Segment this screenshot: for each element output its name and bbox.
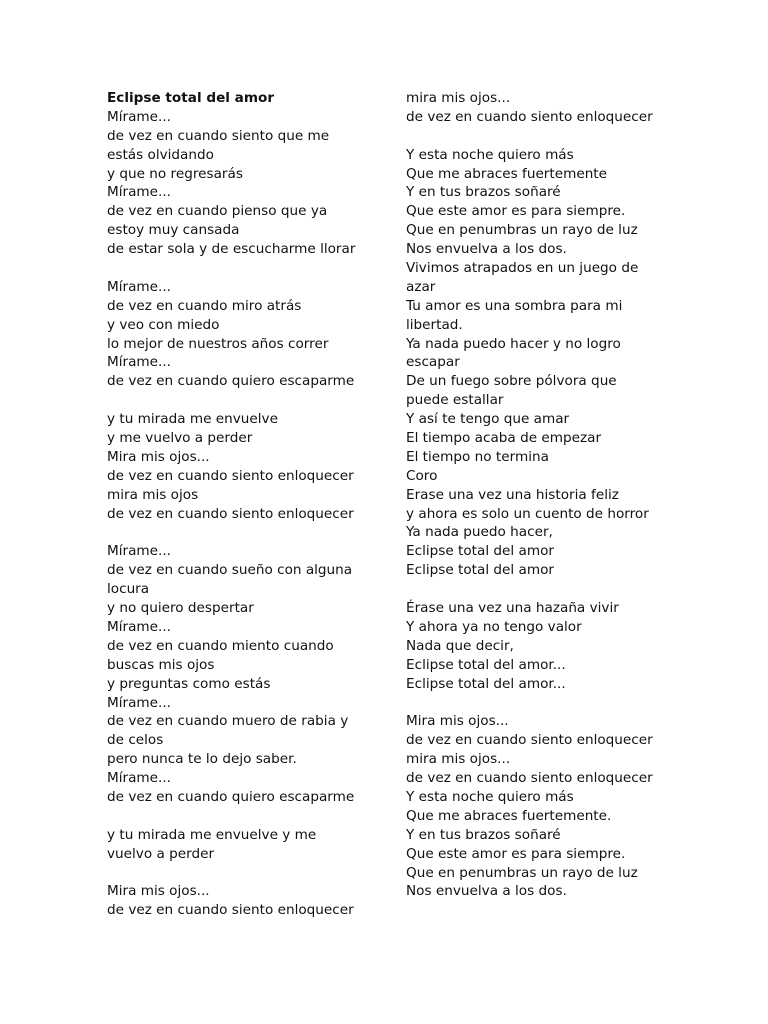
- stanza-break: [406, 580, 736, 599]
- lyric-line: de vez en cuando siento enloquecer: [107, 505, 354, 522]
- lyrics-right-column: [406, 89, 736, 901]
- lyric-line: y me vuelvo a perder: [107, 430, 253, 447]
- lyric-line: Que en penumbras un rayo de luz: [406, 222, 638, 239]
- lyric-line: libertad.: [406, 316, 463, 333]
- lyric-line: Que me abraces fuertemente.: [406, 807, 612, 824]
- lyric-line: de vez en cuando quiero escaparme: [107, 373, 355, 390]
- lyric-line: de celos: [107, 732, 164, 749]
- lyric-line: Mírame...: [107, 184, 171, 201]
- lyric-line: Érase una vez una hazaña vivir: [406, 600, 619, 617]
- lyric-line: El tiempo no termina: [406, 448, 549, 465]
- lyric-line: Que me abraces fuertemente: [406, 165, 608, 182]
- lyric-line: Y así te tengo que amar: [406, 411, 570, 428]
- lyric-line: de vez en cuando siento enloquecer: [107, 467, 354, 484]
- lyric-line: Erase una vez una historia feliz: [406, 486, 619, 503]
- lyric-line: mira mis ojos: [107, 486, 199, 503]
- lyric-line: Vivimos atrapados en un juego de: [406, 260, 639, 277]
- lyric-line: buscas mis ojos: [107, 656, 215, 673]
- lyric-line: Que este amor es para siempre.: [406, 845, 626, 862]
- lyric-line: Mira mis ojos...: [406, 713, 509, 730]
- lyric-line: Mírame...: [107, 770, 171, 787]
- lyric-line: de vez en cuando sueño con alguna: [107, 562, 353, 579]
- lyric-line: de vez en cuando quiero escaparme: [107, 788, 355, 805]
- lyric-line: Y en tus brazos soñaré: [406, 826, 561, 843]
- lyric-line: escapar: [406, 354, 460, 371]
- lyric-line: vuelvo a perder: [107, 845, 215, 862]
- lyric-line: El tiempo acaba de empezar: [406, 430, 602, 447]
- stanza-break: [107, 864, 392, 883]
- lyric-line: de vez en cuando pienso que ya: [107, 203, 328, 220]
- lyric-line: De un fuego sobre pólvora que: [406, 373, 617, 390]
- lyric-line: Y esta noche quiero más: [406, 146, 574, 163]
- lyric-line: Y esta noche quiero más: [406, 788, 574, 805]
- lyric-line: de vez en cuando siento enloquecer: [107, 902, 354, 919]
- lyric-line: Nos envuelva a los dos.: [406, 883, 567, 900]
- lyric-line: de vez en cuando miro atrás: [107, 297, 302, 314]
- lyric-line: Mírame...: [107, 694, 171, 711]
- lyric-line: Que este amor es para siempre.: [406, 203, 626, 220]
- stanza-break: [107, 259, 392, 278]
- lyric-line: Mírame...: [107, 108, 171, 125]
- lyric-line: locura: [107, 581, 150, 598]
- lyric-line: Ya nada puedo hacer,: [406, 524, 553, 541]
- lyric-line: pero nunca te lo dejo saber.: [107, 751, 297, 768]
- lyric-line: de vez en cuando siento que me: [107, 127, 330, 144]
- lyric-line: y que no regresarás: [107, 165, 243, 182]
- lyric-line: Mírame...: [107, 543, 171, 560]
- lyric-line: Y ahora ya no tengo valor: [406, 618, 582, 635]
- stanza-break: [107, 391, 392, 410]
- lyric-line: Tu amor es una sombra para mi: [406, 297, 623, 314]
- lyric-line: puede estallar: [406, 392, 504, 409]
- lyric-line: Mírame...: [107, 618, 171, 635]
- lyric-line: de vez en cuando miento cuando: [107, 637, 334, 654]
- lyric-line: de vez en cuando siento enloquecer: [406, 108, 653, 125]
- stanza-break: [406, 127, 736, 146]
- lyric-line: y tu mirada me envuelve: [107, 411, 278, 428]
- lyric-line: azar: [406, 278, 436, 295]
- lyric-line: de vez en cuando siento enloquecer: [406, 732, 653, 749]
- stanza-break: [107, 807, 392, 826]
- lyric-line: Ya nada puedo hacer y no logro: [406, 335, 621, 352]
- stanza-break: [107, 523, 392, 542]
- lyric-line: y preguntas como estás: [107, 675, 271, 692]
- lyric-line: y tu mirada me envuelve y me: [107, 826, 317, 843]
- lyric-line: de estar sola y de escucharme llorar: [107, 241, 356, 258]
- lyric-line: y no quiero despertar: [107, 600, 254, 617]
- lyric-line: y veo con miedo: [107, 316, 220, 333]
- lyric-line: estoy muy cansada: [107, 222, 240, 239]
- lyric-line: Nada que decir,: [406, 637, 514, 654]
- lyric-line: Y en tus brazos soñaré: [406, 184, 561, 201]
- lyric-line: Eclipse total del amor: [406, 562, 554, 579]
- lyric-line: Coro: [406, 467, 438, 484]
- stanza-break: [406, 694, 736, 713]
- lyric-line: de vez en cuando muero de rabia y: [107, 713, 349, 730]
- lyric-line: Eclipse total del amor: [406, 543, 554, 560]
- lyric-line: Eclipse total del amor...: [406, 675, 566, 692]
- lyric-line: y ahora es solo un cuento de horror: [406, 505, 649, 522]
- lyric-line: de vez en cuando siento enloquecer: [406, 770, 653, 787]
- song-title: Eclipse total del amor: [107, 90, 275, 106]
- lyrics-left-column: [107, 89, 392, 920]
- lyric-line: mira mis ojos...: [406, 751, 511, 768]
- lyric-line: Mira mis ojos...: [107, 883, 210, 900]
- lyric-line: lo mejor de nuestros años correr: [107, 335, 329, 352]
- lyric-line: Mírame...: [107, 354, 171, 371]
- lyric-line: estás olvidando: [107, 146, 214, 163]
- lyric-line: Nos envuelva a los dos.: [406, 241, 567, 258]
- lyric-line: Eclipse total del amor...: [406, 656, 566, 673]
- lyric-line: mira mis ojos...: [406, 90, 511, 106]
- lyric-line: Mírame...: [107, 278, 171, 295]
- lyric-line: Mira mis ojos...: [107, 448, 210, 465]
- lyric-line: Que en penumbras un rayo de luz: [406, 864, 638, 881]
